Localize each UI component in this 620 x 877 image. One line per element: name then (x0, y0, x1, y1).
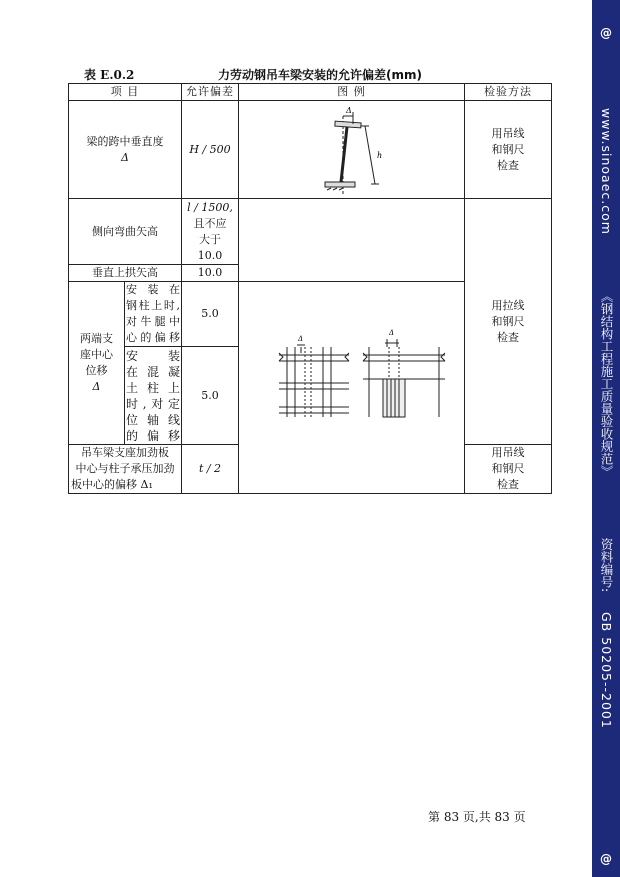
row5-method-line: 检查 (497, 478, 519, 491)
row1-method-line: 用吊线 (491, 126, 525, 140)
header-figure: 图 例 (239, 84, 465, 101)
row4-group-line: 座中心 (80, 348, 113, 361)
row4b-line: 安 装 (126, 348, 180, 363)
bottom-flange (325, 182, 355, 187)
table-row (69, 199, 552, 265)
row2-figure-empty (239, 199, 465, 282)
row2-tol-line: 且不应 (193, 216, 227, 230)
row1-item-text: 梁的跨中垂直度 (86, 134, 164, 148)
row4-method-line: 用拉线 (491, 298, 525, 312)
row4b-line: 的偏移 (126, 428, 180, 443)
row4a-item (125, 282, 182, 347)
row5-method-line: 和钢尺 (491, 462, 525, 475)
beam-web (341, 127, 347, 182)
table-number: 表 E.0.2 (84, 68, 135, 82)
row4a-line: 心的偏移 (126, 331, 180, 344)
row5-method-line: 用吊线 (491, 446, 525, 459)
header-tolerance: 允许偏差 (182, 84, 239, 101)
fig2-delta-left: Δ (298, 334, 304, 343)
row1-tolerance: H / 500 (182, 101, 239, 199)
header-item: 项 目 (69, 84, 182, 101)
row4-method-line: 检查 (497, 330, 519, 344)
row4-method-line: 和钢尺 (491, 314, 525, 328)
row4-group-line: 两端支 (80, 332, 113, 345)
row1-method (465, 101, 552, 199)
table-header-row (69, 84, 552, 101)
fig1-delta-label: Δ (346, 105, 352, 115)
row4a-tolerance: 5.0 (182, 282, 239, 347)
sidebar-book-title: 《钢结构工程施工质量验收规范》 (599, 290, 614, 478)
row4-group (69, 282, 125, 445)
row1-figure (239, 101, 465, 199)
row2-tol-line: l / 1500, (187, 200, 233, 214)
row5-line: 中心与柱子承压加劲 (75, 462, 175, 475)
at-symbol-top: @ (600, 26, 612, 40)
row5-tolerance: t / 2 (182, 445, 239, 494)
row5-line: 吊车梁支座加劲板 (81, 446, 169, 459)
row4a-line: 钢柱上时, (126, 299, 180, 312)
row4b-item (125, 347, 182, 445)
bracket-plate (383, 379, 405, 417)
height-dimension (365, 126, 375, 184)
at-symbol-bottom: @ (600, 852, 612, 866)
row4-group-line: 位移 (85, 364, 108, 377)
sidebar-code-value: GB 50205--2001 (599, 612, 614, 729)
sidebar-banner (592, 0, 620, 877)
table-title: 力劳动钢吊车梁安装的允许偏差(mm) (218, 68, 422, 82)
row2-tol-line: 大于 (199, 232, 221, 246)
row1-method-line: 检查 (497, 158, 519, 172)
support-offset-diagram (239, 283, 464, 493)
row2-tol-line: 10.0 (197, 248, 223, 262)
row1-item (69, 101, 182, 199)
fig2-delta-right: Δ (389, 328, 395, 337)
table-row (69, 101, 552, 199)
row2-4-method (465, 199, 552, 445)
row4a-line: 对牛腿中 (126, 315, 180, 328)
row4b-line: 土柱上 (126, 380, 180, 395)
top-flange (335, 121, 361, 128)
row5-method (465, 445, 552, 494)
beam-verticality-diagram (239, 102, 464, 198)
fig1-h-label: h (377, 150, 383, 160)
sidebar-code-label: 资料编号: (599, 538, 614, 593)
row1-method-line: 和钢尺 (491, 142, 525, 156)
header-method: 检验方法 (465, 84, 552, 101)
row5-line: 板中心的偏移 Δ₁ (71, 478, 153, 491)
row4b-line: 位轴线 (126, 412, 180, 427)
row3-item: 垂直上拱矢高 (69, 265, 182, 282)
row4-group-line: Δ (92, 380, 101, 393)
row4b-line: 在混凝 (126, 364, 180, 379)
tolerance-table (68, 83, 552, 494)
row4b-line: 时,对定 (126, 396, 180, 411)
row4a-line: 安装在 (126, 283, 180, 296)
row4-figure (239, 282, 465, 494)
row3-tolerance: 10.0 (182, 265, 239, 282)
row4b-tolerance: 5.0 (182, 347, 239, 445)
row5-item (69, 445, 182, 494)
row1-item-symbol: Δ (121, 150, 129, 164)
row2-tolerance (182, 199, 239, 265)
page-footer: 第 83 页,共 83 页 (428, 810, 526, 824)
sidebar-url: www.sinoaec.com (599, 108, 614, 235)
row2-item: 侧向弯曲矢高 (69, 199, 182, 265)
